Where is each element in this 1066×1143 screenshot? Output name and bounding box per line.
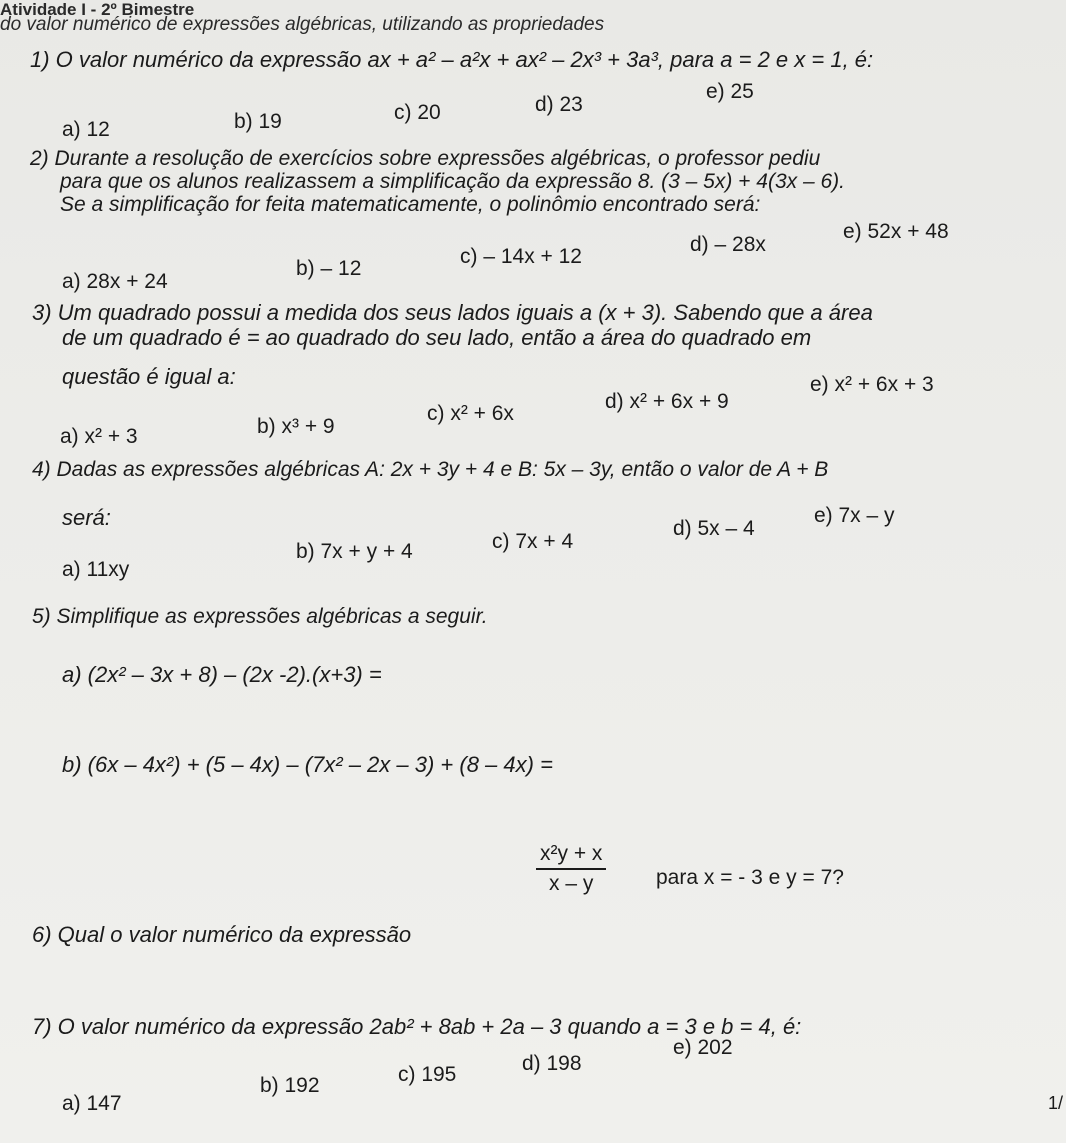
- q3-option-b: b) x³ + 9: [257, 415, 335, 438]
- q1-option-a: a) 12: [62, 118, 110, 141]
- q7-option-b: b) 192: [260, 1074, 320, 1097]
- question-2-line3: Se a simplificação for feita matematicamente, o polinômio encontrado será:: [60, 193, 761, 216]
- question-2-line1: 2) Durante a resolução de exercícios sobre expressões algébricas, o professor pediu: [30, 147, 821, 170]
- q1-option-c: c) 20: [394, 101, 441, 124]
- question-3-line1: 3) Um quadrado possui a medida dos seus lados iguais a (x + 3). Sabendo que a área: [32, 300, 873, 325]
- q1-option-d: d) 23: [535, 93, 583, 116]
- intro-text: do valor numérico de expressões algébricas, utilizando as propriedades: [0, 14, 605, 35]
- q3-option-c: c) x² + 6x: [427, 402, 514, 425]
- question-1-text: 1) O valor numérico da expressão ax + a² – a²x + ax² – 2x³ + 3a³, para a = 2 e x = 1, é:: [30, 47, 874, 72]
- q4-option-c: c) 7x + 4: [492, 530, 574, 553]
- q2-option-d: d) – 28x: [690, 233, 766, 256]
- question-4-line1: 4) Dadas as expressões algébricas A: 2x + 3y + 4 e B: 5x – 3y, então o valor de A + B: [32, 458, 829, 481]
- question-7-text: 7) O valor numérico da expressão 2ab² + 8ab + 2a – 3 quando a = 3 e b = 4, é:: [32, 1014, 802, 1039]
- q3-option-e: e) x² + 6x + 3: [810, 373, 934, 396]
- q7-option-e: e) 202: [673, 1036, 733, 1059]
- question-5-item-b: b) (6x – 4x²) + (5 – 4x) – (7x² – 2x – 3) + (8 – 4x) =: [62, 752, 553, 777]
- q4-option-d: d) 5x – 4: [673, 517, 755, 540]
- q4-option-a: a) 11xy: [62, 558, 130, 581]
- q4-option-b: b) 7x + y + 4: [296, 540, 413, 563]
- q6-denominator: x – y: [549, 872, 594, 895]
- q7-option-d: d) 198: [522, 1052, 582, 1075]
- q1-option-e: e) 25: [706, 80, 754, 103]
- question-3-line3: questão é igual a:: [62, 364, 236, 389]
- q7-option-a: a) 147: [62, 1092, 122, 1115]
- question-4-line2: será:: [62, 505, 111, 530]
- q2-option-b: b) – 12: [296, 257, 362, 280]
- q6-fraction: [536, 842, 606, 896]
- q4-option-e: e) 7x – y: [814, 504, 895, 527]
- q6-condition: para x = - 3 e y = 7?: [656, 866, 844, 889]
- q7-option-c: c) 195: [398, 1063, 457, 1086]
- q3-option-d: d) x² + 6x + 9: [605, 390, 729, 413]
- question-6-text: 6) Qual o valor numérico da expressão: [32, 922, 412, 947]
- q2-option-a: a) 28x + 24: [62, 270, 168, 293]
- question-3-line2: de um quadrado é = ao quadrado do seu lado, então a área do quadrado em: [62, 325, 812, 350]
- q2-option-c: c) – 14x + 12: [460, 245, 582, 268]
- q2-option-e: e) 52x + 48: [843, 220, 949, 243]
- question-5-text: 5) Simplifique as expressões algébricas a seguir.: [32, 605, 488, 628]
- q3-option-a: a) x² + 3: [60, 425, 138, 448]
- question-5-item-a: a) (2x² – 3x + 8) – (2x -2).(x+3) =: [62, 662, 382, 687]
- page-number: 1/: [1048, 1093, 1064, 1113]
- question-2-line2: para que os alunos realizassem a simplificação da expressão 8. (3 – 5x) + 4(3x – 6).: [60, 170, 845, 193]
- q6-numerator: x²y + x: [536, 842, 606, 870]
- worksheet-header: Atividade I - 2º Bimestre: [0, 0, 195, 19]
- q1-option-b: b) 19: [234, 110, 282, 133]
